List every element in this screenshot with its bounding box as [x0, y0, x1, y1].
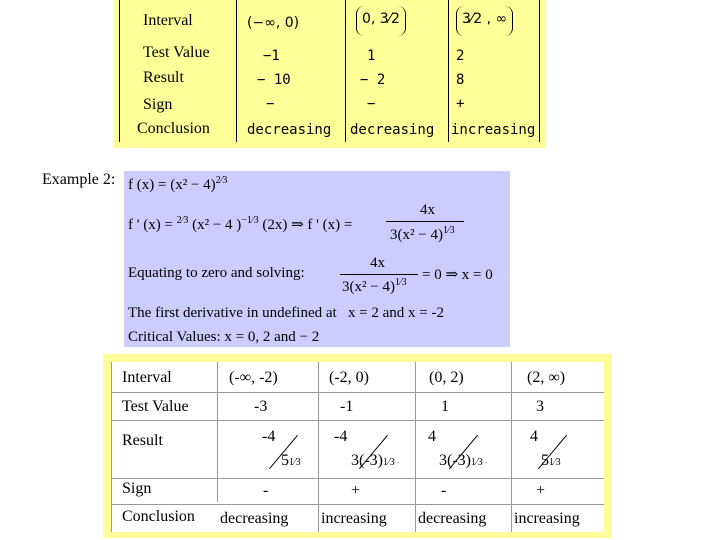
interval-cell: (2, ∞)	[527, 369, 566, 386]
table-divider	[448, 0, 449, 142]
row-label-test-value: Test Value	[143, 44, 210, 61]
equating-denominator: $3(x^2 - 4)^{1⁄3}$	[342, 277, 407, 295]
test-value-cell: 1	[441, 398, 449, 415]
test-value-cell: 1	[367, 48, 376, 64]
derivative-numerator: 4x	[420, 202, 435, 218]
row-label-interval: Interval	[143, 12, 193, 29]
grid-line	[318, 362, 319, 532]
critical-values: Critical Values: x = 0, 2 and − 2	[128, 329, 320, 345]
grid-line	[217, 362, 218, 502]
grid-line	[111, 362, 112, 532]
grid-line	[111, 392, 604, 393]
result-numerator: -4	[334, 428, 348, 445]
result-numerator: 4	[530, 428, 538, 445]
result-denominator: 51⁄3	[281, 452, 301, 469]
undefined-statement: The first derivative in undefined at x = 2 and x = -2	[128, 305, 445, 321]
result-denominator: 3(-3)1⁄3	[351, 452, 395, 469]
sign-cell: +	[351, 482, 361, 499]
result-numerator: 4	[428, 428, 436, 445]
fraction-bar	[386, 221, 464, 222]
interval-cell: 3⁄2 , ∞	[456, 6, 513, 36]
conclusion-cell: decreasing	[350, 122, 435, 138]
conclusion-cell: decreasing	[247, 122, 332, 138]
interval-cell: (−∞, 0)	[247, 15, 300, 31]
function-definition: f $(x) = (x^2 - 4)^{2⁄3}$	[128, 175, 228, 193]
table-divider	[119, 0, 120, 142]
sign-cell: −	[367, 96, 376, 112]
result-cell: 8	[456, 72, 465, 88]
grid-line	[511, 362, 512, 532]
equating-numerator: 4x	[370, 255, 385, 271]
row-label-sign: Sign	[143, 96, 173, 113]
test-value-cell: -3	[254, 398, 268, 415]
example-label: Example 2:	[42, 171, 116, 188]
derivative-denominator: $3(x^2 - 4)^{1⁄3}$	[390, 225, 455, 243]
table-2-body	[111, 362, 604, 532]
grid-line	[111, 478, 604, 479]
result-cell: − 10	[257, 72, 291, 88]
test-value-cell: 2	[456, 48, 465, 64]
result-numerator: -4	[262, 428, 276, 445]
sign-cell: +	[456, 96, 465, 112]
equating-text: Equating to zero and solving:	[128, 265, 305, 281]
test-value-cell: -1	[340, 398, 354, 415]
sign-cell: -	[441, 482, 447, 499]
row-label-result: Result	[143, 69, 184, 86]
table-1	[113, 0, 546, 148]
interval-cell: (0, 2)	[429, 369, 464, 386]
grid-line	[415, 362, 416, 532]
fraction-bar	[340, 274, 418, 275]
conclusion-cell: decreasing	[418, 510, 487, 527]
result-denominator: 51⁄3	[541, 452, 561, 469]
result-cell: − 2	[360, 72, 386, 88]
sign-cell: −	[266, 96, 275, 112]
conclusion-cell: increasing	[321, 510, 387, 527]
derivative-expression: f ' (x) = $^{2⁄3}$ (x² − 4 )$^{-1⁄3}$ (2x) ⇒ f ' (x) =	[128, 215, 353, 233]
conclusion-cell: increasing	[514, 510, 580, 527]
interval-cell: (-2, 0)	[329, 369, 369, 386]
row-label-test-value: Test Value	[122, 398, 189, 415]
example-2-panel	[124, 171, 510, 347]
row-label-conclusion: Conclusion	[122, 508, 195, 525]
table-divider	[345, 0, 346, 142]
grid-line	[111, 420, 604, 421]
sign-cell: +	[536, 482, 546, 499]
test-value-cell: −1	[263, 48, 280, 64]
test-value-cell: 3	[536, 398, 544, 415]
conclusion-cell: increasing	[451, 122, 536, 138]
result-denominator: 3(-3)1⁄3	[439, 452, 483, 469]
row-label-result: Result	[122, 432, 163, 449]
table-divider	[236, 0, 237, 142]
conclusion-cell: decreasing	[220, 510, 289, 527]
sign-cell: -	[263, 482, 269, 499]
row-label-conclusion: Conclusion	[137, 120, 210, 137]
grid-line	[111, 504, 604, 505]
row-label-sign: Sign	[122, 480, 152, 497]
interval-cell: (-∞, -2)	[229, 369, 278, 386]
row-label-interval: Interval	[122, 369, 172, 386]
table-divider	[539, 0, 540, 142]
table-2	[103, 354, 612, 538]
interval-cell: 0, 3⁄2	[356, 6, 406, 36]
equating-result: = 0 ⇒ x = 0	[422, 267, 493, 283]
